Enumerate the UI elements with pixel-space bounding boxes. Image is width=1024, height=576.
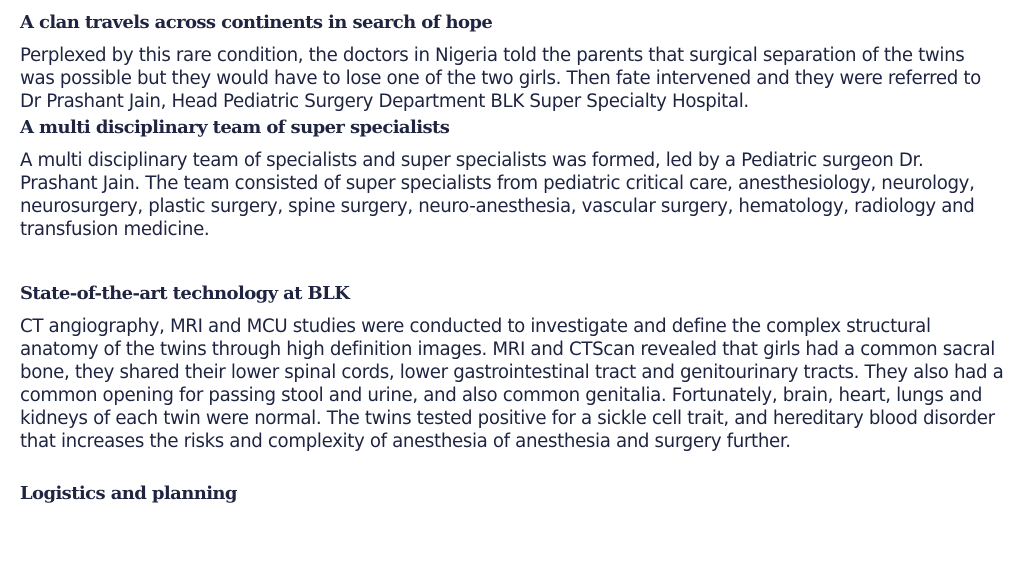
section-paragraph-multidisciplinary-team: A multi disciplinary team of specialists and super specialists was formed, led by a Pediatric surgeon Dr. Prashant Jain. The team consisted of super specialists from pediatric critical care, anesthesiology, neurology, neurosurgery, plastic surgery, spine surgery, neuro-anesthesia, vascular surgery, hematology, radiology and transfusion medicine. (20, 150, 975, 240)
section-paragraph-clan-travels: Perplexed by this rare condition, the doctors in Nigeria told the parents that surgical separation of the twins was possible but they would have to lose one of the two girls. Then fate intervened and they were referred to Dr Prashant Jain, Head Pediatric Surgery Department BLK Super Specialty Hospital. (20, 45, 981, 112)
section-heading-clan-travels: A clan travels across continents in search of hope (20, 12, 493, 33)
section-heading-multidisciplinary-team: A multi disciplinary team of super specialists (20, 117, 450, 138)
section-paragraph-technology: CT angiography, MRI and MCU studies were conducted to investigate and define the complex structural anatomy of the twins through high definition images. MRI and CTScan revealed that girls had a common sacral bone, they shared their lower spinal cords, lower gastrointestinal tract and genitourinary tracts. They also had a common opening for passing stool and urine, and also common genitalia. Fortunately, brain, heart, lungs and kidneys of each twin were normal. The twins tested positive for a sickle cell trait, and hereditary blood disorder that increases the risks and complexity of anesthesia of anesthesia and surgery further. (20, 316, 1004, 452)
section-heading-logistics: Logistics and planning (20, 483, 237, 504)
section-heading-technology: State-of-the-art technology at BLK (20, 283, 350, 304)
